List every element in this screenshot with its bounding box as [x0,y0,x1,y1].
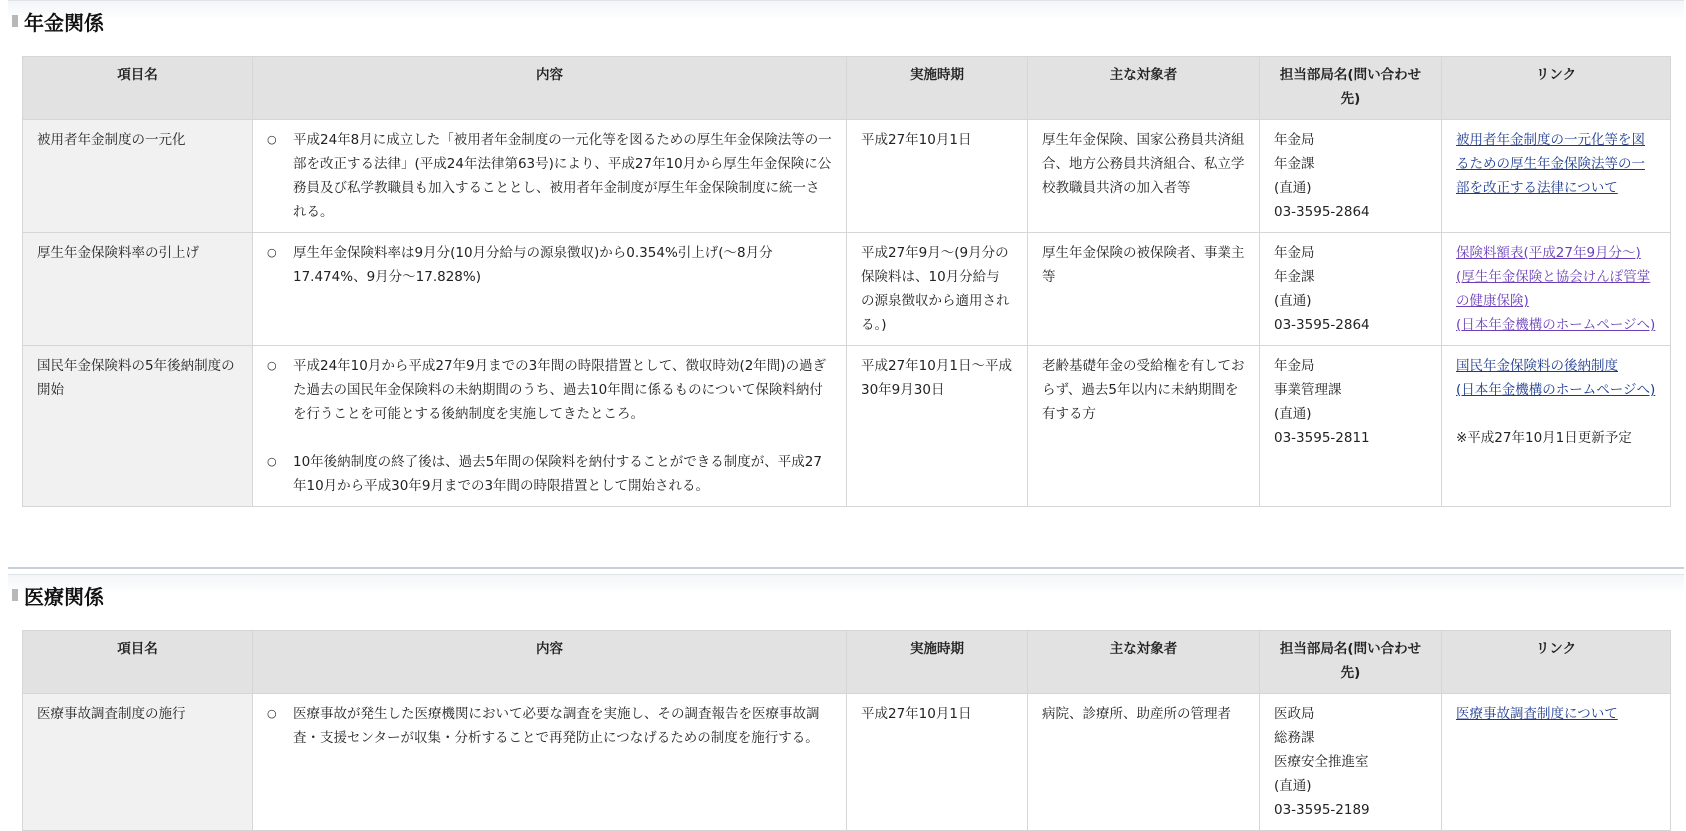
item-content [253,346,847,507]
bullet-icon: ○ [267,133,277,146]
contact-bureau: 年金局 [1274,245,1315,261]
item-period: 平成27年10月1日 [847,120,1028,233]
contact-division: 事業管理課 [1274,382,1342,398]
item-target: 厚生年金保険、国家公務員共済組合、地方公務員共済組合、私立学校教職員共済の加入者等 [1028,120,1260,233]
item-contact [1260,120,1442,233]
col-header-period: 実施時期 [847,57,1028,120]
section-header-medical [8,574,1684,610]
item-content [253,120,847,233]
contact-bureau: 年金局 [1274,358,1315,374]
bullet-icon: ○ [267,359,277,372]
bullet-icon: ○ [267,707,277,720]
content-text: 厚生年金保険料率は9月分(10月分給与の源泉徴収)から0.354%引上げ(～8月分17.474%、9月分～17.828%) [293,245,773,285]
contact-division: 年金課 [1274,269,1315,285]
medical-table [22,630,1671,831]
contact-division: 年金課 [1274,156,1315,172]
contact-direct-label: (直通) [1274,293,1312,309]
bullet-icon: ○ [267,246,277,259]
contact-division: 総務課 [1274,730,1315,746]
col-header-link: リンク [1442,631,1671,694]
section-header-pension [8,0,1684,36]
section-divider [8,567,1684,569]
heading-marker [12,589,18,601]
pension-table [22,56,1671,507]
content-bullet [267,450,832,498]
item-links [1442,694,1671,831]
content-text: 平成24年10月から平成27年9月までの3年間の時限措置として、徴収時効(2年間)の過ぎた過去の国民年金保険料の未納期間のうち、過去10年間に係るものについて保険料納付を行うことを可能とする後納制度を実施してきたところ。 [293,358,827,422]
item-name: 医療事故調査制度の施行 [23,694,253,831]
table-row [23,120,1671,233]
item-target: 厚生年金保険の被保険者、事業主等 [1028,233,1260,346]
link-premium-table[interactable]: 保険料額表(平成27年9月分～)(厚生年金保険と協会けんぽ管掌の健康保険) [1456,245,1651,309]
contact-direct-label: (直通) [1274,406,1312,422]
section-title: 医療関係 [24,585,104,609]
item-contact [1260,233,1442,346]
col-header-item: 項目名 [23,57,253,120]
col-header-content: 内容 [253,631,847,694]
link-medical-accident-investigation[interactable]: 医療事故調査制度について [1456,706,1618,722]
item-period: 平成27年10月1日 [847,694,1028,831]
col-header-target: 主な対象者 [1028,57,1260,120]
content-bullet [267,241,832,289]
bullet-icon: ○ [267,455,277,468]
item-target: 病院、診療所、助産所の管理者 [1028,694,1260,831]
item-period: 平成27年10月1日～平成30年9月30日 [847,346,1028,507]
item-target: 老齢基礎年金の受給権を有しておらず、過去5年以内に未納期間を有する方 [1028,346,1260,507]
content-bullet [267,702,832,750]
link-late-payment-system[interactable]: 国民年金保険料の後納制度 [1456,358,1618,374]
content-bullet [267,128,832,224]
contact-direct-label: (直通) [1274,778,1312,794]
col-header-contact: 担当部局名(問い合わせ先) [1260,631,1442,694]
col-header-contact: 担当部局名(問い合わせ先) [1260,57,1442,120]
col-header-item: 項目名 [23,631,253,694]
table-row [23,346,1671,507]
link-jpa-homepage[interactable]: (日本年金機構のホームページへ) [1456,382,1656,398]
table-row [23,233,1671,346]
table-header-row [23,631,1671,694]
item-period: 平成27年9月～(9月分の保険料は、10月分給与の源泉徴収から適用される。) [847,233,1028,346]
item-content [253,694,847,831]
contact-phone: 03-3595-2811 [1274,430,1370,446]
contact-bureau: 年金局 [1274,132,1315,148]
content-text: 医療事故が発生した医療機関において必要な調査を実施し、その調査報告を医療事故調査・支援センターが収集・分析することで再発防止につなげるための制度を施行する。 [293,706,820,746]
contact-phone: 03-3595-2189 [1274,802,1370,818]
link-pension-unification[interactable]: 被用者年金制度の一元化等を図るための厚生年金保険法等の一部を改正する法律について [1456,132,1645,196]
section-title: 年金関係 [24,11,104,35]
content-text: 平成24年8月に成立した「被用者年金制度の一元化等を図るための厚生年金保険法等の一部を改正する法律」(平成24年法律第63号)により、平成27年10月から厚生年金保険に公務員及び私学教職員も加入することとし、被用者年金制度が厚生年金保険制度に統一される。 [293,132,832,220]
link-jpa-homepage[interactable]: (日本年金機構のホームページへ) [1456,317,1656,333]
contact-phone: 03-3595-2864 [1274,204,1370,220]
item-name: 国民年金保険料の5年後納制度の開始 [23,346,253,507]
col-header-content: 内容 [253,57,847,120]
table-row [23,694,1671,831]
col-header-target: 主な対象者 [1028,631,1260,694]
item-links [1442,346,1671,507]
item-contact [1260,694,1442,831]
contact-phone: 03-3595-2864 [1274,317,1370,333]
table-header-row [23,57,1671,120]
contact-direct-label: (直通) [1274,180,1312,196]
content-text: 10年後納制度の終了後は、過去5年間の保険料を納付することができる制度が、平成27年10月から平成30年9月までの3年間の時限措置として開始される。 [293,454,822,494]
col-header-period: 実施時期 [847,631,1028,694]
content-bullet [267,354,832,426]
item-name: 厚生年金保険料率の引上げ [23,233,253,346]
contact-office: 医療安全推進室 [1274,754,1369,770]
item-links [1442,233,1671,346]
item-content [253,233,847,346]
item-links [1442,120,1671,233]
item-contact [1260,346,1442,507]
col-header-link: リンク [1442,57,1671,120]
contact-bureau: 医政局 [1274,706,1315,722]
item-name: 被用者年金制度の一元化 [23,120,253,233]
update-note: ※平成27年10月1日更新予定 [1456,430,1632,446]
heading-marker [12,15,18,27]
